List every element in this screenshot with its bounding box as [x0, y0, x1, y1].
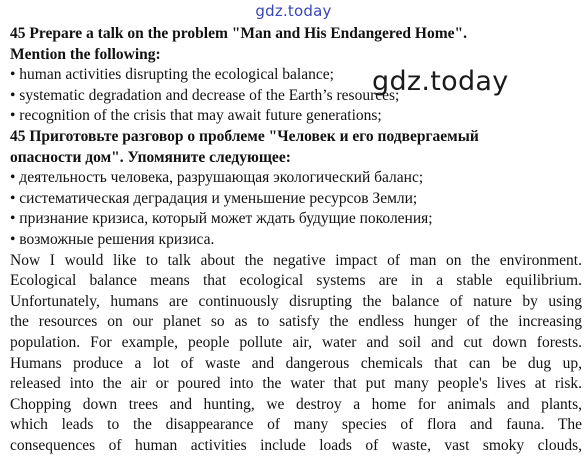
task-bullet-en: • recognition of the crisis that may await future generations; — [10, 107, 382, 125]
answer-line: consequences of human activities include loads of waste, vast smoky clouds, — [10, 436, 582, 454]
answer-line: Now I would like to talk about the negative impact of man on the environment. — [10, 251, 582, 269]
answer-line: Humans produce a lot of waste and dangerous chemicals that can be dug up, — [10, 354, 582, 372]
task-bullet-en: • systematic degradation and decrease of the Earth’s resources; — [10, 86, 400, 104]
watermark-top: gdz.today — [255, 2, 332, 20]
task-heading-en: 45 Prepare a talk on the problem "Man and His Endangered Home". — [10, 25, 467, 42]
task-bullet-ru: • систематическая деградация и уменьшение ресурсов Земли; — [10, 189, 418, 207]
answer-line: Chopping down trees and hunting, we destroy a home for animals and plants, — [10, 395, 582, 413]
answer-line: Unfortunately, humans are continuously disrupting the balance of nature by using — [10, 292, 582, 310]
answer-line: population. For example, people pollute air, water and soil and cut down forests. — [10, 333, 582, 351]
task-heading-ru: опасности дом". Упомяните следующее: — [10, 148, 291, 166]
task-bullet-en: • human activities disrupting the ecological balance; — [10, 66, 334, 84]
task-bullet-ru: • деятельность человека, разрушающая экологический баланс; — [10, 169, 424, 187]
task-bullet-ru: • возможные решения кризиса. — [10, 230, 215, 248]
task-heading-ru: 45 Приготовьте разговор о проблеме "Человек и его подвергаемый — [10, 127, 479, 145]
answer-line: released into the air or poured into the water that put many people's lives at risk. — [10, 375, 582, 393]
answer-line: Ecological balance means that ecological systems are in a stable equilibrium. — [10, 272, 582, 290]
answer-line: which leads to the disappearance of many species of flora and fauna. The — [10, 416, 582, 434]
task-mention-en: Mention the following: — [10, 45, 161, 63]
answer-line: the resources on our planet so as to satisfy the endless hunger of the increasing — [10, 313, 582, 331]
task-bullet-ru: • признание кризиса, который может ждать будущие поколения; — [10, 210, 433, 228]
watermark-mid: gdz.today — [372, 66, 509, 97]
